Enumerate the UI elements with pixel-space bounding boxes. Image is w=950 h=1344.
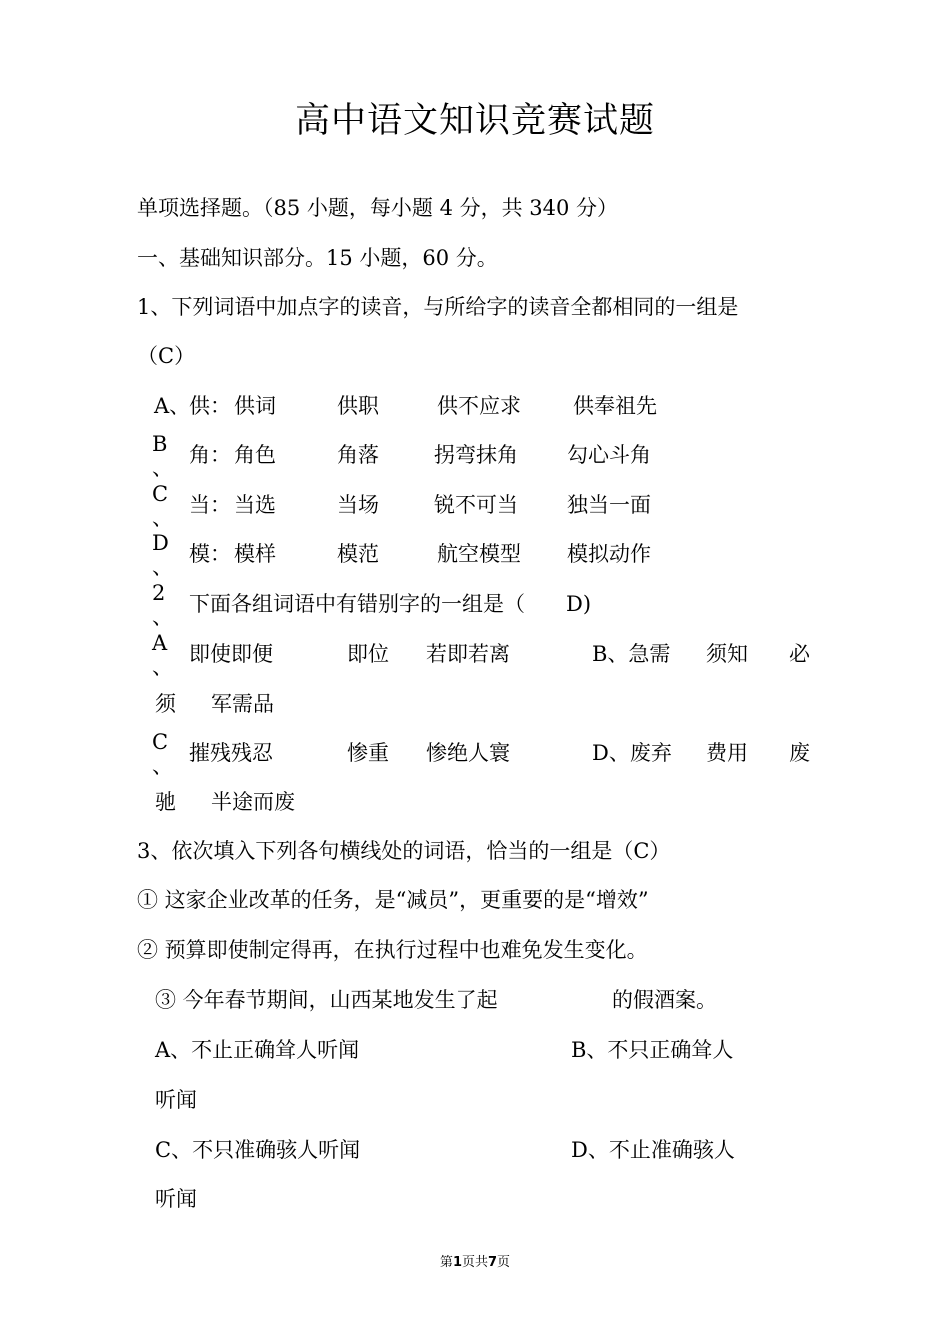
footer-page-number: 1 bbox=[452, 1255, 462, 1270]
q1-option-a-word: 供奉祖先 bbox=[573, 394, 657, 418]
q2-option-d-word: D、废弃 bbox=[592, 741, 672, 765]
q2-option-a-word: 即使即便 bbox=[189, 642, 273, 666]
q1-option-b-label: B 、 bbox=[152, 432, 173, 480]
q3-sentence-3: ③ 今年春节期间，山西某地发生了起 bbox=[155, 988, 498, 1012]
q1-option-b-word: 角色 bbox=[234, 443, 276, 467]
q2-option-a-word: 即位 bbox=[347, 642, 389, 666]
q2-option-a-word: 若即若离 bbox=[426, 642, 510, 666]
q1-option-d-word: 模样 bbox=[234, 542, 276, 566]
q2-option-a-label: A 、 bbox=[152, 631, 173, 679]
question-2-label: 2 、 bbox=[152, 581, 173, 629]
q2-option-d-word: 费用 bbox=[706, 741, 748, 765]
q3-option-b-cont: 听闻 bbox=[155, 1088, 197, 1112]
q1-option-b-word: 角落 bbox=[337, 443, 379, 467]
q1-option-a-char: 供： bbox=[189, 394, 231, 418]
section-heading: 一、基础知识部分。15 小题，60 分。 bbox=[137, 246, 498, 270]
q3-option-a: A、不止正确耸人听闻 bbox=[155, 1038, 360, 1062]
q2-option-d-word: 废 bbox=[789, 741, 810, 765]
question-3-stem: 3、依次填入下列各句横线处的词语，恰当的一组是（C） bbox=[137, 839, 671, 863]
footer-middle: 页共 bbox=[461, 1255, 488, 1270]
q2-option-c-word: 惨绝人寰 bbox=[426, 741, 510, 765]
footer-total-pages: 7 bbox=[488, 1255, 498, 1270]
q1-option-c-word: 当选 bbox=[234, 493, 276, 517]
q3-sentence-1: ① 这家企业改革的任务，是“减员”，更重要的是“增效” bbox=[137, 888, 649, 912]
q1-option-b-word: 拐弯抹角 bbox=[434, 443, 518, 467]
footer-suffix: 页 bbox=[497, 1255, 511, 1270]
q2-option-c-label: C 、 bbox=[152, 730, 173, 778]
q2-option-c-word: 惨重 bbox=[347, 741, 389, 765]
q1-option-d-word: 模范 bbox=[337, 542, 379, 566]
q1-option-a-word: 供职 bbox=[337, 394, 379, 418]
q1-option-b-char: 角： bbox=[189, 443, 231, 467]
q2-option-d-word: 驰 bbox=[155, 790, 176, 814]
q1-option-c-word: 当场 bbox=[337, 493, 379, 517]
q1-option-d-word: 航空模型 bbox=[437, 542, 521, 566]
q1-option-c-word: 独当一面 bbox=[567, 493, 651, 517]
q3-option-c: C、不只准确骇人听闻 bbox=[155, 1138, 361, 1162]
q1-option-d-char: 模： bbox=[189, 542, 231, 566]
q1-option-c-label: C 、 bbox=[152, 482, 173, 530]
q2-option-d-word: 半途而废 bbox=[211, 790, 295, 814]
q3-option-d: D、不止准确骇人 bbox=[571, 1138, 735, 1162]
q3-option-b: B、不只正确耸人 bbox=[571, 1038, 734, 1062]
q3-option-d-cont: 听闻 bbox=[155, 1187, 197, 1211]
q1-option-c-word: 锐不可当 bbox=[434, 493, 518, 517]
question-2-stem: 下面各组词语中有错别字的一组是（ bbox=[189, 592, 525, 616]
q2-option-b-word: 须知 bbox=[706, 642, 748, 666]
page-title: 高中语文知识竞赛试题 bbox=[294, 101, 655, 141]
q2-option-b-word: 军需品 bbox=[211, 692, 274, 716]
q1-option-a-word: 供不应求 bbox=[437, 394, 521, 418]
question-1-stem: 1、下列词语中加点字的读音，与所给字的读音全都相同的一组是 bbox=[137, 295, 739, 319]
q1-option-d-label: D 、 bbox=[152, 531, 173, 579]
q1-option-b-word: 勾心斗角 bbox=[567, 443, 651, 467]
q2-option-b-word: 须 bbox=[155, 692, 176, 716]
page-footer bbox=[0, 1254, 950, 1272]
q1-option-a-word: 供词 bbox=[234, 394, 276, 418]
q1-option-c-char: 当： bbox=[189, 493, 231, 517]
q3-sentence-2: ② 预算即使制定得再，在执行过程中也难免发生变化。 bbox=[137, 938, 648, 962]
question-2-answer: D) bbox=[566, 592, 592, 616]
q2-option-c-word: 摧残残忍 bbox=[189, 741, 273, 765]
footer-prefix: 第 bbox=[439, 1255, 453, 1270]
q2-option-b-word: B、急需 bbox=[592, 642, 671, 666]
q1-option-a-label: A、 bbox=[154, 394, 191, 418]
q2-option-b-word: 必 bbox=[789, 642, 810, 666]
q1-option-d-word: 模拟动作 bbox=[567, 542, 651, 566]
question-1-answer: （C） bbox=[137, 344, 196, 368]
intro-line: 单项选择题。（85 小题，每小题 4 分，共 340 分） bbox=[137, 196, 619, 220]
q3-sentence-3-end: 的假酒案。 bbox=[612, 988, 717, 1012]
